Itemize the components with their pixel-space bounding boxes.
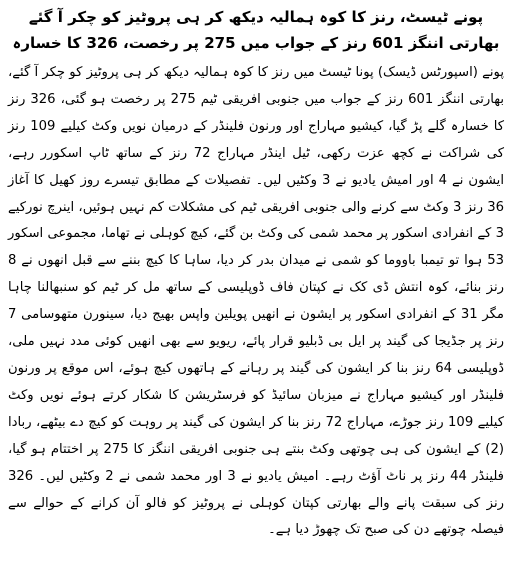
headline-main: پونے ٹیسٹ، رنز کا کوہ ہمالیہ دیکھ کر ہی پروٹیز کو چکر آ گئے [28, 8, 484, 26]
headline-sub: بھارتی اننگز 601 رنز کے جواب میں 275 پر رخصت، 326 کا خسارہ [12, 34, 500, 52]
article-body: پونے (اسپورٹس ڈیسک) پونا ٹیسٹ میں رنز کا کوہ ہمالیہ دیکھ کر ہی پروٹیز کو چکر آ گئے، بھارتی اننگز 601 رنز کے جواب میں جنوبی افریقی ٹیم 275 پر رخصت ہو گئی، 326 رنز کا خسارہ گلے پڑ گیا، کیشیو مہاراج اور ورنون فلینڈر کے درمیان نویں وکٹ کیلیے 109 رنز کی شراکت نے کچھ عزت رکھی، ٹیل اینڈر مہاراج 72 رنز کے ساتھ ٹاپ اسکورر رہے، ایشون نے 4 اور امیش یادیو نے 3 وکٹیں لیں۔ تفصیلات کے مطابق تیسرے روز کھیل کا آغاز 36 رنز 3 وکٹ سے کرنے والی جنوبی افریقی ٹیم کی مشکلات کم نہیں ہوئیں، اینرچ نورکیے 3 کے انفرادی اسکور پر محمد شمی کی وکٹ بن گئے، کیچ کوہلی نے تھاما، مجموعی اسکور 53 ہوا تو تیمبا باووما کو شمی نے میدان بدر کر دیا، ساہا کا کیچ بننے سے قبل انھوں نے 8 رنز بنائے، کوہ انتش ڈی کک نے کپتان فاف ڈوپلیسی کے ساتھ مل کر ٹیم کو سنبھالنا چاہا مگر 31 کے انفرادی اسکور پر ایشون نے انھیں پویلین واپس بھیج دیا، سینورن متھوسامی 7 رنز پر جڈیجا کی گیند پر ایل بی ڈبلیو قرار پائے، ریویو سے بھی انھیں کوئی مدد نہیں ملی، ڈوپلیسی 64 رنز بنا کر ایشون کی گیند پر رہانے کے ہاتھوں کیچ ہوئے، اس موقع پر ورنون فلینڈر اور کیشیو مہاراج نے میزبان سائیڈ کو فرسٹریشن کا شکار کرتے ہوئے نویں وکٹ کیلیے 109 رنز جوڑے، مہاراج 72 رنز بنا کر ایشون کی گیند پر روہت کو کیچ دے بیٹھے، ربادا (2) کے ایشون کی ہی چوتھی وکٹ بنتے ہی جنوبی افریقی اننگز کا 275 پر اختتام ہو گیا، فلینڈر 44 رنز پر ناٹ آؤٹ رہے۔ امیش یادیو نے 3 اور محمد شمی نے 2 وکٹیں لیں۔ 326 رنز کی سبقت پانے والے بھارتی کپتان کوہلی نے پروٹیز کو فالو آن کرانے کے حوالے سے فیصلہ چوتھے دن کی صبح تک چھوڑ دیا ہے۔ [8, 65, 505, 538]
